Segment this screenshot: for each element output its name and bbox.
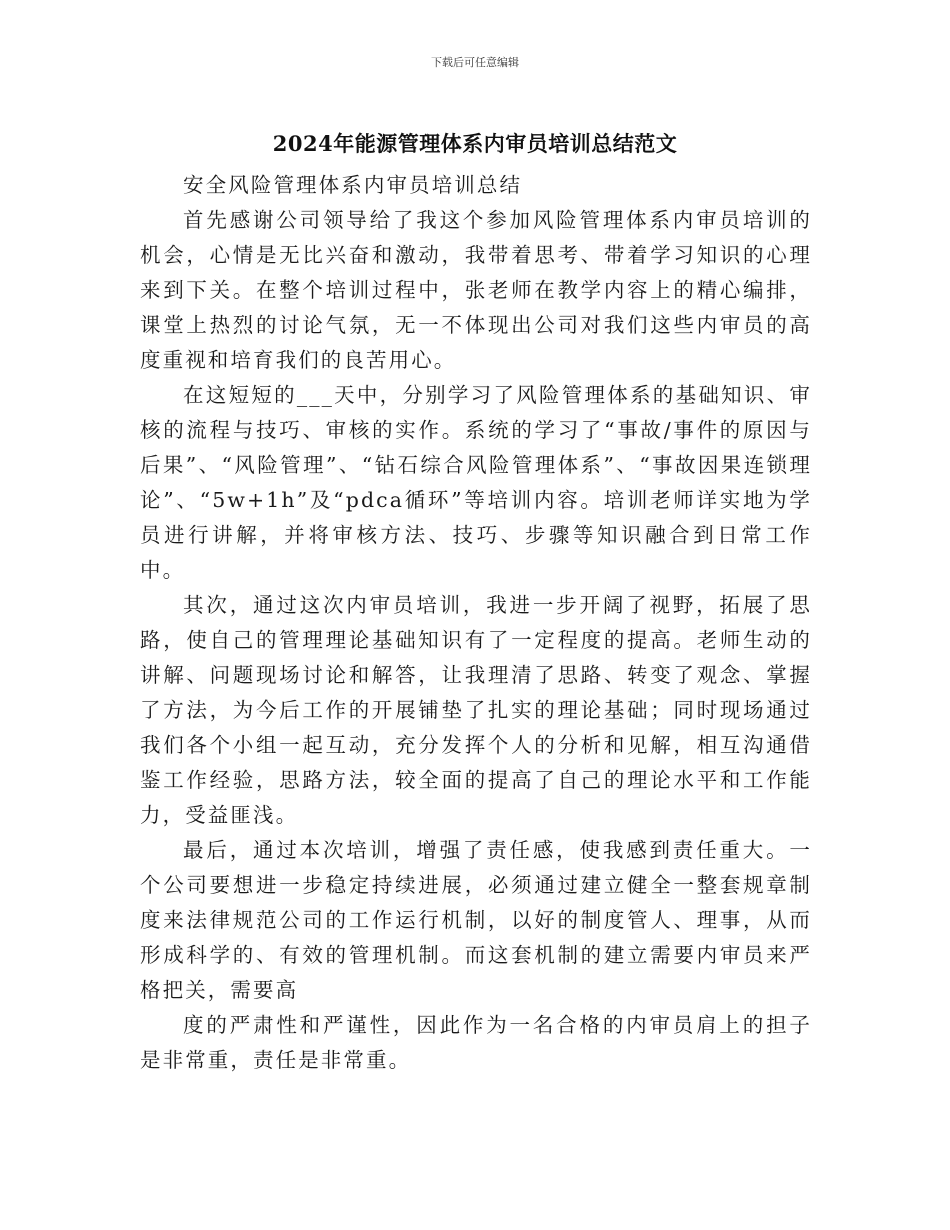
paragraph: 在这短短的___天中，分别学习了风险管理体系的基础知识、审核的流程与技巧、审核的实作。系统的学习了“事故/事件的原因与后果”、“风险管理”、“钻石综合风险管理体系”、“事故因果连锁理论”、“5w+1h”及“pdca循环”等培训内容。培训老师详实地为学员进行讲解，并将审核方法、技巧、步骤等知识融合到日常工作中。 [140,383,812,582]
paragraph: 度的严肃性和严谨性，因此作为一名合格的内审员肩上的担子是非常重，责任是非常重。 [140,1013,812,1072]
document-title: 2024年能源管理体系内审员培训总结范文 [272,131,678,156]
paragraph: 最后，通过本次培训，增强了责任感，使我感到责任重大。一个公司要想进一步稳定持续进展，必须通过建立健全一整套规章制度来法律规范公司的工作运行机制，以好的制度管人、理事，从而形成科学的、有效的管理机制。而这套机制的建立需要内审员来严格把关，需要高 [140,838,812,1002]
document-body [140,168,812,1078]
paragraph: 首先感谢公司领导给了我这个参加风险管理体系内审员培训的机会，心情是无比兴奋和激动，我带着思考、带着学习知识的心理来到下关。在整个培训过程中，张老师在教学内容上的精心编排，课堂上热烈的讨论气氛，无一不体现出公司对我们这些内审员的高度重视和培育我们的良苦用心。 [140,208,812,372]
paragraph: 其次，通过这次内审员培训，我进一步开阔了视野，拓展了思路，使自己的管理理论基础知识有了一定程度的提高。老师生动的讲解、问题现场讨论和解答，让我理清了思路、转变了观念、掌握了方法，为今后工作的开展铺垫了扎实的理论基础；同时现场通过我们各个小组一起互动，充分发挥个人的分析和见解，相互沟通借鉴工作经验，思路方法，较全面的提高了自己的理论水平和工作能力，受益匪浅。 [140,593,812,827]
header-note: 下载后可任意编辑 [431,56,519,69]
paragraph-subtitle: 安全风险管理体系内审员培训总结 [183,173,523,197]
